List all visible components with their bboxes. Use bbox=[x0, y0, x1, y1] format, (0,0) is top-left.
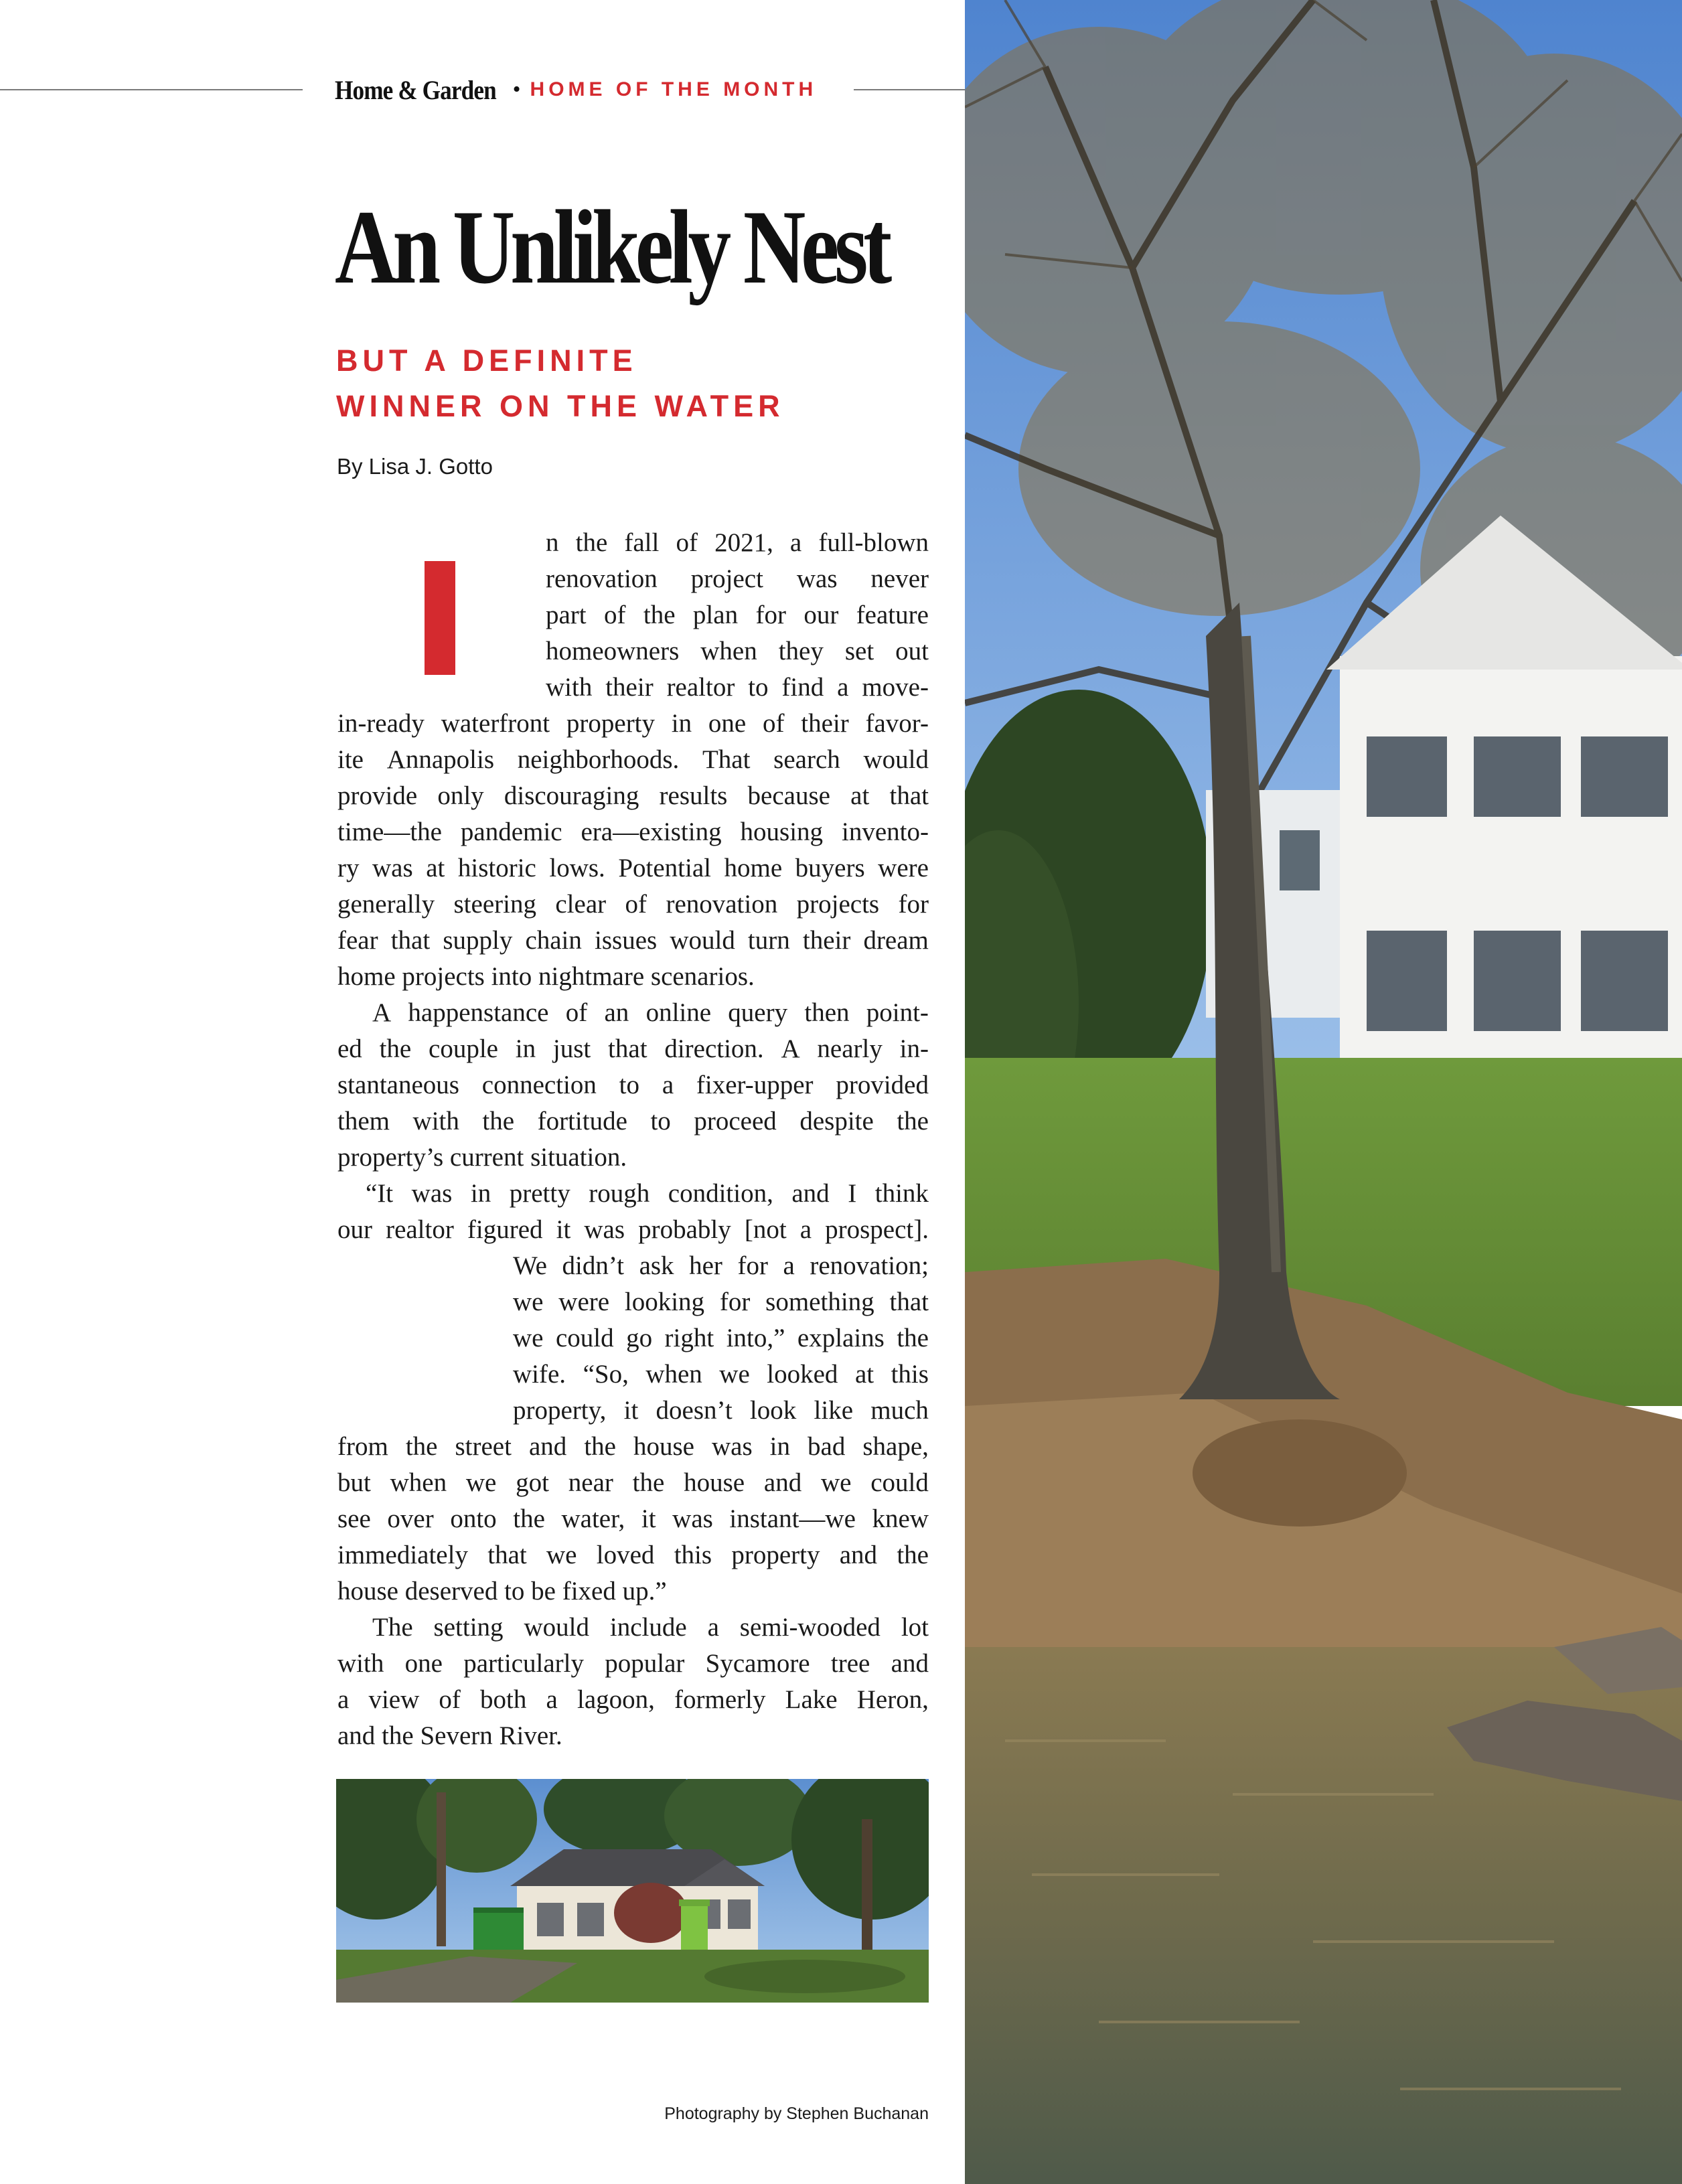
body-line bbox=[546, 670, 929, 706]
body-word: provide bbox=[337, 781, 418, 810]
body-word: a bbox=[789, 528, 802, 557]
body-word: water, bbox=[561, 1504, 625, 1533]
body-word: find bbox=[781, 673, 824, 702]
body-line bbox=[337, 1501, 929, 1537]
body-word: they bbox=[778, 637, 824, 666]
body-word: that bbox=[608, 1034, 647, 1063]
body-word: steering bbox=[453, 890, 536, 919]
body-word: the bbox=[513, 1504, 545, 1533]
body-word: the bbox=[897, 1324, 929, 1352]
body-word: we bbox=[513, 1324, 544, 1352]
body-word: that bbox=[889, 1288, 929, 1316]
house-before-photo bbox=[336, 1779, 929, 2003]
body-word: from bbox=[337, 1432, 388, 1461]
body-word: of bbox=[762, 709, 785, 738]
body-word: at bbox=[850, 781, 870, 810]
body-word: and bbox=[763, 1468, 802, 1497]
body-word: figured bbox=[467, 1215, 543, 1244]
body-word: provided bbox=[836, 1071, 929, 1099]
body-word: in- bbox=[899, 1034, 929, 1063]
body-word: particularly bbox=[463, 1649, 584, 1678]
body-line bbox=[337, 850, 929, 886]
body-word: the bbox=[379, 1034, 412, 1063]
body-line bbox=[546, 597, 929, 633]
deck-line: WINNER ON THE WATER bbox=[336, 389, 785, 423]
body-line bbox=[337, 1429, 929, 1465]
body-word: our bbox=[804, 601, 839, 629]
body-word: could bbox=[555, 1324, 614, 1352]
body-line bbox=[513, 1248, 929, 1284]
body-word: realtor bbox=[386, 1215, 454, 1244]
body-word: clear bbox=[555, 890, 607, 919]
body-line bbox=[337, 778, 929, 814]
body-word: happenstance bbox=[408, 998, 549, 1027]
body-word: immediately bbox=[337, 1541, 468, 1569]
body-word: would bbox=[863, 745, 929, 774]
body-word: never bbox=[870, 564, 929, 593]
body-word: like bbox=[814, 1396, 854, 1425]
body-word: projects bbox=[796, 890, 880, 919]
body-word: property bbox=[731, 1541, 820, 1569]
body-word: their bbox=[801, 709, 849, 738]
body-line bbox=[337, 1465, 929, 1501]
body-word: 2021, bbox=[714, 528, 773, 557]
body-line bbox=[366, 1176, 929, 1212]
body-word: “It bbox=[366, 1179, 394, 1208]
body-word: in bbox=[769, 1432, 791, 1461]
body-word: with bbox=[412, 1107, 459, 1136]
body-word: invento- bbox=[842, 817, 929, 846]
body-word: her bbox=[689, 1251, 722, 1280]
body-word: a bbox=[783, 1251, 795, 1280]
body-word: issues bbox=[595, 926, 658, 955]
body-word: the bbox=[482, 1107, 515, 1136]
body-word: Potential bbox=[618, 854, 711, 882]
body-line bbox=[337, 742, 929, 778]
body-word: in-ready bbox=[337, 709, 425, 738]
body-line bbox=[372, 995, 929, 1031]
body-word: of bbox=[439, 1685, 461, 1714]
body-word: fortitude bbox=[537, 1107, 627, 1136]
body-word: home bbox=[724, 854, 783, 882]
body-word: Heron, bbox=[856, 1685, 929, 1714]
body-word: chain bbox=[525, 926, 582, 955]
body-word: tree bbox=[830, 1649, 870, 1678]
body-word: A bbox=[372, 998, 392, 1027]
body-word: “So, bbox=[583, 1360, 629, 1389]
body-word: of bbox=[604, 601, 626, 629]
body-word: and bbox=[891, 1649, 929, 1678]
body-word: in bbox=[470, 1179, 491, 1208]
body-word: this bbox=[891, 1360, 929, 1389]
body-word: era—existing bbox=[581, 817, 722, 846]
body-word: we bbox=[546, 1541, 577, 1569]
body-word: popular bbox=[605, 1649, 685, 1678]
body-word: a bbox=[707, 1613, 719, 1642]
section-separator: • bbox=[512, 77, 521, 102]
body-word: a bbox=[837, 673, 849, 702]
body-word: The bbox=[372, 1613, 413, 1642]
body-word: property, bbox=[513, 1396, 607, 1425]
body-word: ask bbox=[639, 1251, 674, 1280]
body-word: with bbox=[546, 673, 593, 702]
body-word: direction. bbox=[664, 1034, 764, 1063]
body-line bbox=[337, 1646, 929, 1682]
body-word: connection bbox=[481, 1071, 597, 1099]
drop-cap bbox=[425, 561, 455, 675]
body-word: one bbox=[404, 1649, 443, 1678]
body-word: project bbox=[690, 564, 763, 593]
body-word: lot bbox=[901, 1613, 929, 1642]
body-word: knew bbox=[872, 1504, 929, 1533]
body-word: rough bbox=[589, 1179, 650, 1208]
body-word: that bbox=[390, 926, 431, 955]
body-word: their bbox=[802, 926, 851, 955]
body-word: pandemic bbox=[460, 817, 562, 846]
body-word: just bbox=[552, 1034, 591, 1063]
body-word: doesn’t bbox=[656, 1396, 733, 1425]
body-word: realtor bbox=[666, 673, 735, 702]
body-word: view bbox=[368, 1685, 420, 1714]
body-word: the bbox=[584, 1432, 616, 1461]
body-word: then bbox=[804, 998, 850, 1027]
body-word: were bbox=[878, 854, 929, 882]
body-line: and the Severn River. bbox=[337, 1721, 562, 1750]
header-rule-left bbox=[0, 89, 303, 90]
body-word: homeowners bbox=[546, 637, 680, 666]
body-word: feature bbox=[856, 601, 929, 629]
body-word: a bbox=[546, 1685, 558, 1714]
body-word: waterfront bbox=[441, 709, 550, 738]
body-word: them bbox=[337, 1107, 390, 1136]
body-word: fear bbox=[337, 926, 378, 955]
body-word: that bbox=[487, 1541, 527, 1569]
body-word: was bbox=[672, 1504, 713, 1533]
body-word: probably bbox=[638, 1215, 731, 1244]
body-word: when bbox=[700, 637, 757, 666]
body-word: property bbox=[566, 709, 656, 738]
body-word: include bbox=[609, 1613, 687, 1642]
photo-credit: Photography by Stephen Buchanan bbox=[664, 2104, 929, 2123]
body-word: were bbox=[558, 1288, 610, 1316]
body-word: the bbox=[405, 1432, 438, 1461]
body-line bbox=[337, 1682, 929, 1718]
body-word: street bbox=[455, 1432, 512, 1461]
body-word: it bbox=[556, 1215, 571, 1244]
body-word: and bbox=[528, 1432, 567, 1461]
body-word: was bbox=[796, 564, 838, 593]
body-word: looked bbox=[767, 1360, 838, 1389]
body-word: shape, bbox=[862, 1432, 929, 1461]
body-word: wife. bbox=[513, 1360, 566, 1389]
body-word: lagoon, bbox=[577, 1685, 655, 1714]
body-word: the bbox=[643, 601, 676, 629]
body-word: a bbox=[337, 1685, 350, 1714]
body-line bbox=[337, 886, 929, 923]
body-word: it bbox=[641, 1504, 656, 1533]
section-header bbox=[335, 70, 817, 110]
body-word: that bbox=[889, 781, 929, 810]
body-word: renovation; bbox=[810, 1251, 929, 1280]
body-word: near bbox=[568, 1468, 613, 1497]
body-word: results bbox=[659, 781, 728, 810]
body-line bbox=[337, 1067, 929, 1103]
body-word: with bbox=[337, 1649, 384, 1678]
body-word: and bbox=[839, 1541, 878, 1569]
body-word: was bbox=[712, 1432, 753, 1461]
body-word: was bbox=[584, 1215, 625, 1244]
body-word: Annapolis bbox=[386, 745, 495, 774]
deck-line: BUT A DEFINITE bbox=[336, 343, 637, 378]
body-word: because bbox=[747, 781, 830, 810]
body-word: explains bbox=[797, 1324, 885, 1352]
body-word: house bbox=[684, 1468, 745, 1497]
body-word: Lake bbox=[785, 1685, 838, 1714]
body-word: the bbox=[632, 1468, 665, 1497]
body-word: pretty bbox=[509, 1179, 570, 1208]
body-word: go bbox=[626, 1324, 653, 1352]
body-word: something bbox=[765, 1288, 874, 1316]
body-word: turn bbox=[747, 926, 790, 955]
body-word: semi-wooded bbox=[739, 1613, 881, 1642]
body-word: of bbox=[565, 998, 588, 1027]
body-line bbox=[513, 1284, 929, 1320]
body-word: generally bbox=[337, 890, 435, 919]
body-word: over bbox=[387, 1504, 434, 1533]
body-word: historic bbox=[457, 854, 536, 882]
body-word: we bbox=[465, 1468, 497, 1497]
body-line bbox=[546, 633, 929, 670]
body-word: housing bbox=[740, 817, 824, 846]
body-word: at bbox=[854, 1360, 874, 1389]
body-word: a bbox=[799, 1215, 812, 1244]
body-word: would bbox=[670, 926, 735, 955]
body-word: We bbox=[513, 1251, 547, 1280]
body-word: we bbox=[513, 1288, 544, 1316]
body-line bbox=[513, 1393, 929, 1429]
body-word: search bbox=[773, 745, 840, 774]
body-word: bad bbox=[808, 1432, 846, 1461]
body-word: dream bbox=[863, 926, 929, 955]
body-word: and bbox=[791, 1179, 830, 1208]
body-word: prospect]. bbox=[825, 1215, 929, 1244]
body-word: condition, bbox=[668, 1179, 773, 1208]
body-word: only bbox=[437, 781, 484, 810]
body-word: of bbox=[625, 890, 647, 919]
body-word: instant—we bbox=[729, 1504, 856, 1533]
body-word: much bbox=[870, 1396, 929, 1425]
body-word: couple bbox=[429, 1034, 498, 1063]
body-word: into,” bbox=[726, 1324, 785, 1352]
body-line bbox=[337, 706, 929, 742]
body-line bbox=[513, 1356, 929, 1393]
body-line bbox=[337, 1103, 929, 1140]
body-line bbox=[337, 923, 929, 959]
article-deck bbox=[336, 338, 939, 429]
body-word: our bbox=[337, 1215, 372, 1244]
body-word: an bbox=[604, 998, 629, 1027]
body-word: fall bbox=[624, 528, 660, 557]
body-word: set bbox=[844, 637, 874, 666]
body-word: to bbox=[748, 673, 769, 702]
body-word: we bbox=[820, 1468, 852, 1497]
body-word: when bbox=[645, 1360, 702, 1389]
body-word: n bbox=[546, 528, 559, 557]
body-word: got bbox=[516, 1468, 549, 1497]
header-rule-right bbox=[854, 89, 965, 90]
body-word: ite bbox=[337, 745, 364, 774]
body-word: setting bbox=[433, 1613, 504, 1642]
body-word: part bbox=[546, 601, 587, 629]
body-word: think bbox=[874, 1179, 929, 1208]
drop-cap-letter: I bbox=[425, 561, 427, 568]
body-word: both bbox=[480, 1685, 527, 1714]
body-word: point- bbox=[866, 998, 929, 1027]
body-word: buyers bbox=[795, 854, 865, 882]
body-word: query bbox=[728, 998, 788, 1027]
body-word: the bbox=[897, 1541, 929, 1569]
article-title: An Unlikely Nest bbox=[335, 189, 887, 306]
body-word: supply bbox=[443, 926, 513, 955]
section-subtitle: HOME OF THE MONTH bbox=[530, 78, 818, 100]
body-word: this bbox=[674, 1541, 712, 1569]
body-word: of bbox=[676, 528, 698, 557]
body-word: the bbox=[575, 528, 608, 557]
body-line bbox=[546, 525, 929, 561]
body-word: I bbox=[848, 1179, 857, 1208]
body-word: onto bbox=[450, 1504, 497, 1533]
body-word: to bbox=[619, 1071, 640, 1099]
body-word: loved bbox=[596, 1541, 655, 1569]
body-line bbox=[372, 1610, 929, 1646]
body-word: ed bbox=[337, 1034, 362, 1063]
body-word: [not bbox=[744, 1215, 787, 1244]
section-name: Home & Garden bbox=[335, 74, 496, 105]
body-word: didn’t bbox=[562, 1251, 625, 1280]
body-word: in bbox=[515, 1034, 536, 1063]
body-word: lows. bbox=[549, 854, 605, 882]
body-word: we bbox=[719, 1360, 750, 1389]
body-word: time—the bbox=[337, 817, 442, 846]
body-word: a bbox=[662, 1071, 674, 1099]
body-word: out bbox=[895, 637, 929, 666]
body-word: favor- bbox=[865, 709, 929, 738]
waterfront-tree-photo bbox=[965, 0, 1682, 2184]
body-line bbox=[337, 1212, 929, 1248]
body-word: full-blown bbox=[818, 528, 929, 557]
body-word: right bbox=[664, 1324, 714, 1352]
body-line bbox=[546, 561, 929, 597]
body-word: move- bbox=[862, 673, 929, 702]
body-word: it bbox=[623, 1396, 639, 1425]
body-word: A bbox=[781, 1034, 800, 1063]
body-word: ry bbox=[337, 854, 360, 882]
body-line bbox=[337, 1537, 929, 1573]
body-word: fixer-upper bbox=[696, 1071, 814, 1099]
body-word: see bbox=[337, 1504, 371, 1533]
body-word: renovation bbox=[666, 890, 778, 919]
body-word: for bbox=[737, 1251, 768, 1280]
body-word: would bbox=[524, 1613, 589, 1642]
body-word: despite bbox=[799, 1107, 874, 1136]
body-word: their bbox=[605, 673, 654, 702]
body-word: was bbox=[411, 1179, 453, 1208]
body-word: for bbox=[755, 601, 786, 629]
body-word: Sycamore bbox=[705, 1649, 810, 1678]
body-word: could bbox=[870, 1468, 929, 1497]
body-line: house deserved to be fixed up.” bbox=[337, 1577, 667, 1606]
body-word: one bbox=[708, 709, 747, 738]
body-line bbox=[337, 814, 929, 850]
body-word: when bbox=[390, 1468, 447, 1497]
body-word: proceed bbox=[694, 1107, 777, 1136]
body-word: in bbox=[671, 709, 692, 738]
body-word: the bbox=[897, 1107, 929, 1136]
body-word: for bbox=[719, 1288, 751, 1316]
body-line bbox=[513, 1320, 929, 1356]
body-word: renovation bbox=[546, 564, 658, 593]
body-line: home projects into nightmare scenarios. bbox=[337, 962, 755, 991]
body-word: online bbox=[645, 998, 712, 1027]
body-word: nearly bbox=[817, 1034, 883, 1063]
byline: By Lisa J. Gotto bbox=[337, 454, 493, 479]
body-word: but bbox=[337, 1468, 371, 1497]
body-word: looking bbox=[624, 1288, 705, 1316]
body-word: to bbox=[650, 1107, 671, 1136]
body-word: at bbox=[426, 854, 445, 882]
body-word: That bbox=[702, 745, 751, 774]
body-word: stantaneous bbox=[337, 1071, 459, 1099]
body-word: discouraging bbox=[504, 781, 639, 810]
body-word: for bbox=[898, 890, 929, 919]
body-word: formerly bbox=[674, 1685, 766, 1714]
body-word: was bbox=[372, 854, 413, 882]
body-word: plan bbox=[692, 601, 739, 629]
body-word: house bbox=[633, 1432, 694, 1461]
body-word: neighborhoods. bbox=[517, 745, 680, 774]
body-line bbox=[337, 1031, 929, 1067]
body-line: property’s current situation. bbox=[337, 1143, 627, 1172]
body-word: look bbox=[749, 1396, 797, 1425]
